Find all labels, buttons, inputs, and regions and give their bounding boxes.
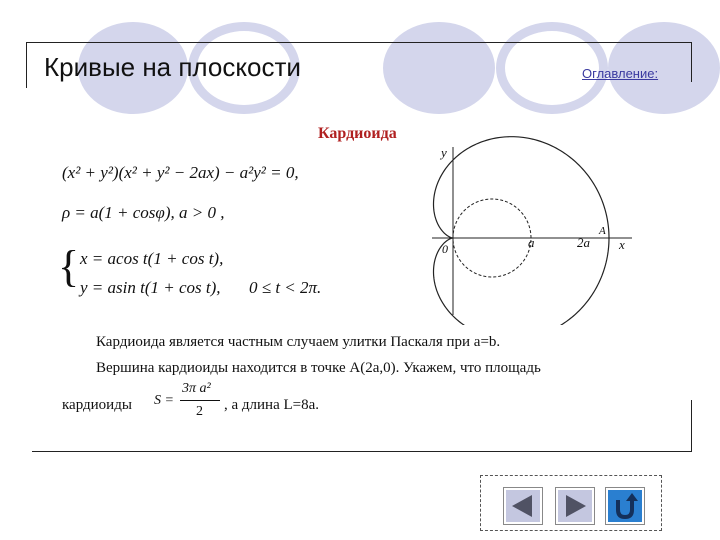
cartesian-equation: (x² + y²)(x² + y² − 2ax) − a²y² = 0, bbox=[62, 163, 299, 182]
y-axis-label: y bbox=[441, 145, 447, 160]
polar-equation: ρ = a(1 + cosφ), a > 0 , bbox=[62, 203, 225, 222]
two-a-label: 2a bbox=[577, 235, 590, 250]
x-axis-label: x bbox=[619, 237, 625, 252]
back-button[interactable] bbox=[504, 488, 542, 524]
cardioid-figure bbox=[410, 135, 640, 325]
text-paragraph-3-prefix: кардиоиды bbox=[62, 397, 132, 413]
area-numerator: 3π a² bbox=[182, 381, 211, 396]
origin-label: 0 bbox=[442, 242, 448, 256]
return-button[interactable] bbox=[606, 488, 644, 524]
right-frame-line-top bbox=[691, 42, 692, 82]
left-frame-line bbox=[26, 42, 27, 88]
arrow-left-icon bbox=[506, 490, 540, 522]
forward-button[interactable] bbox=[556, 488, 594, 524]
vertex-A-label: A bbox=[599, 225, 606, 237]
top-frame-line bbox=[26, 42, 692, 43]
section-heading: Кардиоида bbox=[318, 125, 397, 142]
decor-circle-3 bbox=[383, 22, 495, 114]
area-denominator: 2 bbox=[196, 404, 203, 419]
parametric-brace: { bbox=[58, 242, 80, 291]
text-paragraph-3-suffix: , а длина L=8a. bbox=[224, 397, 320, 413]
toc-link[interactable]: Оглавление: bbox=[582, 66, 659, 81]
parametric-x: x = acos t(1 + cos t), bbox=[80, 249, 224, 268]
parametric-range: 0 ≤ t < 2π. bbox=[249, 278, 322, 297]
text-paragraph-2: Вершина кардиоиды находится в точке A(2a,0). Укажем, что площадь bbox=[96, 360, 541, 376]
page-title: Кривые на плоскости bbox=[44, 52, 301, 82]
parametric-y: y = asin t(1 + cos t), bbox=[80, 278, 221, 297]
fraction-bar bbox=[180, 400, 220, 401]
text-paragraph-1: Кардиоида является частным случаем улитки Паскаля при a=b. bbox=[96, 334, 501, 350]
a-label: a bbox=[528, 235, 535, 250]
return-icon bbox=[608, 490, 642, 522]
arrow-right-icon bbox=[558, 490, 592, 522]
bottom-frame-line bbox=[32, 451, 692, 452]
cardioid-curve bbox=[434, 137, 610, 325]
area-lhs: S = bbox=[154, 393, 174, 408]
right-frame-line-bottom bbox=[691, 400, 692, 452]
